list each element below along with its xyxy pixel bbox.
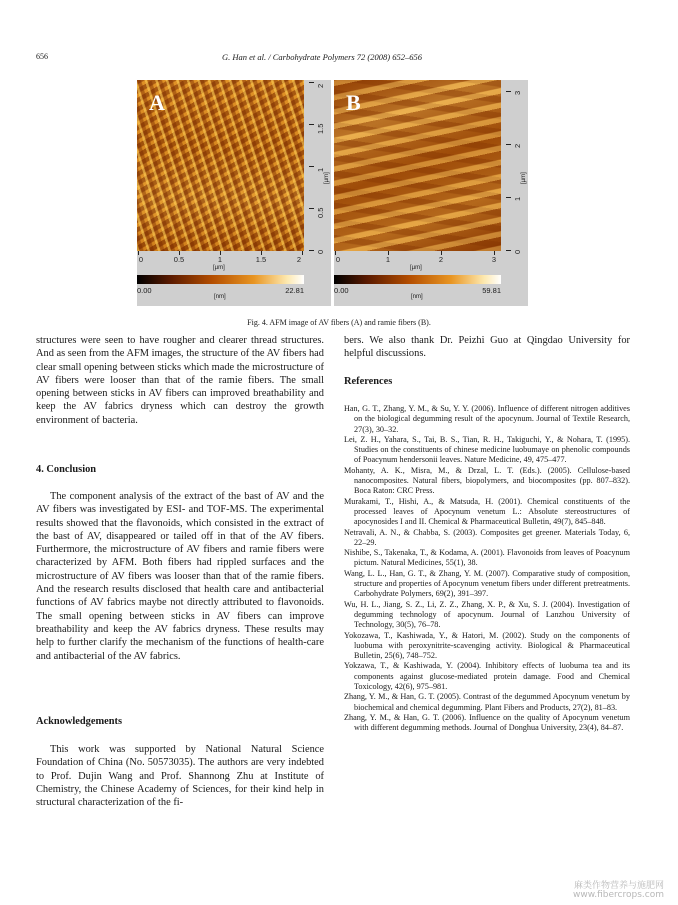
x-tick-label: 1.5 bbox=[255, 255, 267, 264]
watermark-url: www.fibercrops.com bbox=[573, 890, 664, 900]
reference-item: Mohanty, A. K., Misra, M., & Drzal, L. T. (Eds.). (2005). Cellulose-based nanocomposites. Natural fibers, biopolymers, and biocomposites (pp. 807–832). Boca Raton: CRC Press. bbox=[344, 465, 630, 496]
y-tick-mark bbox=[309, 124, 314, 125]
afm-image-a bbox=[137, 80, 304, 251]
y-tick-label: 3 bbox=[513, 90, 522, 95]
afm-panel-b bbox=[334, 80, 528, 306]
references-heading: References bbox=[344, 376, 393, 387]
y-unit-label: [µm] bbox=[521, 172, 527, 184]
y-tick-mark bbox=[309, 208, 314, 209]
y-tick-mark bbox=[309, 250, 314, 251]
x-tick-label: 1 bbox=[217, 255, 223, 264]
reference-item: Yokzawa, T., & Kashiwada, Y. (2004). Inhibitory effects of luobuma tea and its components against glucose-mediated protein damage. Food and Chemical Toxicology, 42(6), 975–981. bbox=[344, 661, 630, 692]
colorbar-min-label: 0.00 bbox=[137, 286, 152, 295]
y-tick-mark bbox=[506, 250, 511, 251]
x-tick-label: 3 bbox=[491, 255, 497, 264]
y-tick-label: 1 bbox=[513, 196, 522, 201]
x-unit-label: [µm] bbox=[410, 265, 422, 271]
discussion-paragraph: structures were seen to have rougher and clearer thread structures. And as seen from the AFM images, the structure of the AV fibers had clear small opening between sticks which made the microstructure of AV fibers were looser than that of the ramie fibers. The small opening between sticks in AV fibers can improved breathability and keep the AV fabrics dryness which can destroy the growth environment of bacteria. bbox=[36, 335, 324, 426]
y-tick-mark bbox=[506, 91, 511, 92]
y-tick-label: 0 bbox=[316, 249, 325, 254]
running-head: G. Han et al. / Carbohydrate Polymers 72 (2008) 652–656 bbox=[222, 52, 422, 62]
y-tick-label: 1.5 bbox=[316, 123, 325, 134]
colorbar-max-label: 59.81 bbox=[482, 286, 501, 295]
acknowledgements-section bbox=[36, 743, 324, 809]
y-tick-label: 2 bbox=[513, 143, 522, 148]
reference-item: Netravali, A. N., & Chabba, S. (2003). Composites get greener. Materials Today, 6, 22–29. bbox=[344, 527, 630, 547]
colorbar-a bbox=[137, 275, 304, 284]
reference-item: Nishibe, S., Takenaka, T., & Kodama, A. (2001). Flavonoids from leaves of Poacynum pictum. Natural Medicines, 55(1), 38. bbox=[344, 548, 630, 568]
conclusion-paragraph: The component analysis of the extract of the bast of AV and the AV fibers was investigated by ESI- and TOF-MS. The experimental results showed that the flavonoids, which consisted in the extract of the bast of AV, disappeared or tailed off in that of the AV fibers. Furthermore, the microstructure of AV fibers and ramie fibers were characterized by AFM. Both fibers had rippled surfaces and the microstructure of AV fibers was looser than that of the ramie fibers. And the research results disclosed that health care and antibacterial functions of AV fabrics maybe not directly attributed to flavonoids. The small opening between sticks in AV fibers can improve breathability and keep the AV fabrics dryness. These results may help to further clarify the mechanism of the functions of health-care and antibacterial of the AV fabrics. bbox=[36, 491, 324, 662]
panel-label-b: B bbox=[346, 90, 361, 115]
reference-item: Han, G. T., Zhang, Y. M., & Su, Y. Y. (2006). Influence of different nitrogen additives on the biological degumming result of the apocynum. Journal of Textile Research, 27(3), 30–32. bbox=[344, 404, 630, 434]
colorbar-unit-label: [nm] bbox=[411, 294, 423, 300]
conclusion-section bbox=[36, 490, 324, 663]
reference-item: Zhang, Y. M., & Han, G. T. (2006). Influence on the quality of Apocynum venetum with different degumming methods. Journal of Donghua University, 23(4), 84–87. bbox=[344, 712, 630, 733]
watermark-text: 麻类作物营养与施肥网 bbox=[573, 881, 664, 891]
afm-image-b bbox=[334, 80, 501, 251]
x-tick-label: 0.5 bbox=[173, 255, 185, 264]
x-axis-a bbox=[137, 251, 304, 273]
acknowledgements-heading: Acknowledgements bbox=[36, 716, 123, 727]
page-number: 656 bbox=[36, 52, 48, 61]
x-tick-label: 0 bbox=[335, 255, 341, 264]
x-unit-label: [µm] bbox=[213, 265, 225, 271]
y-tick-mark bbox=[506, 197, 511, 198]
reference-list bbox=[344, 404, 630, 734]
conclusion-heading: 4. Conclusion bbox=[36, 464, 97, 475]
panel-label-a: A bbox=[149, 90, 165, 115]
reference-item: Yokozawa, T., Kashiwada, Y., & Hatori, M. (2002). Study on the components of luobuma with peroxynitrite-scavenging activity. Biological & Pharmaceutical Bulletin, 25(6), 748–752. bbox=[344, 630, 630, 661]
y-tick-mark bbox=[309, 166, 314, 167]
y-axis-a bbox=[307, 80, 331, 254]
y-tick-label: 1 bbox=[316, 167, 325, 172]
y-tick-label: 2 bbox=[316, 83, 325, 88]
reference-item: Wu, H. L., Jiang, S. Z., Li, Z. Z., Zhang, X. P., & Xu, S. J. (2004). Investigation of degumming technology of apocynum. Journal of Lanzhou University of Technology, 30(5), 76–78. bbox=[344, 599, 630, 630]
reference-item: Murakami, T., Hishi, A., & Matsuda, H. (2001). Chemical constituents of the processed leaves of Apocynum venetum L.: Absolute stereostructures of apocynosides I and II. Chemical & Pharmaceutical Bulletin, 49(7), 845–848. bbox=[344, 496, 630, 527]
colorbar-max-label: 22.81 bbox=[285, 286, 304, 295]
y-tick-label: 0.5 bbox=[316, 207, 325, 218]
colorbar-min-label: 0.00 bbox=[334, 286, 349, 295]
x-tick-label: 2 bbox=[438, 255, 444, 264]
acknowledgements-paragraph: This work was supported by National Natural Science Foundation of China (No. 50573035). The authors are very indebted to Prof. Dujin Wang and Prof. Shannong Zhu at Institute of Chemistry, the Chinese Academy of Sciences, for their kind help in structural characterization of the fi- bbox=[36, 744, 324, 809]
y-tick-label: 0 bbox=[513, 249, 522, 254]
figure-caption: Fig. 4. AFM image of AV fibers (A) and ramie fibers (B). bbox=[247, 318, 431, 327]
reference-item: Wang, L. L., Han, G. T., & Zhang, Y. M. (2007). Comparative study of composition, structure and properties of Apocynum venetum fibers under different pretreatments. Carbohydrate Polymers, 69(2), 391–397. bbox=[344, 568, 630, 599]
acknowledgements-continuation: bers. We also thank Dr. Peizhi Guo at Qingdao University for helpful discussions. bbox=[344, 335, 630, 360]
x-tick-label: 0 bbox=[138, 255, 144, 264]
x-tick-label: 2 bbox=[296, 255, 302, 264]
y-tick-mark bbox=[309, 82, 314, 83]
y-tick-mark bbox=[506, 144, 511, 145]
x-tick-label: 1 bbox=[385, 255, 391, 264]
reference-item: Zhang, Y. M., & Han, G. T. (2005). Contrast of the degummed Apocynum venetum by biochemical and chemical degumming. Plant Fibers and Products, 27(2), 81–83. bbox=[344, 692, 630, 712]
y-axis-b bbox=[504, 80, 528, 254]
x-tick-mark bbox=[302, 251, 303, 255]
colorbar-b bbox=[334, 275, 501, 284]
y-unit-label: [µm] bbox=[324, 172, 330, 184]
afm-panel-a bbox=[137, 80, 331, 306]
colorbar-unit-label: [nm] bbox=[214, 294, 226, 300]
right-column bbox=[344, 334, 630, 361]
reference-item: Lei, Z. H., Yahara, S., Tai, B. S., Tian, R. H., Takiguchi, Y., & Nohara, T. (1995). Studies on the constituents of chinese medicine luobumaye on phenolic compounds of Poacynum hendersonii leaves. Nature Medicine, 49, 475–477. bbox=[344, 434, 630, 465]
x-axis-b bbox=[334, 251, 501, 273]
left-column bbox=[36, 334, 324, 427]
